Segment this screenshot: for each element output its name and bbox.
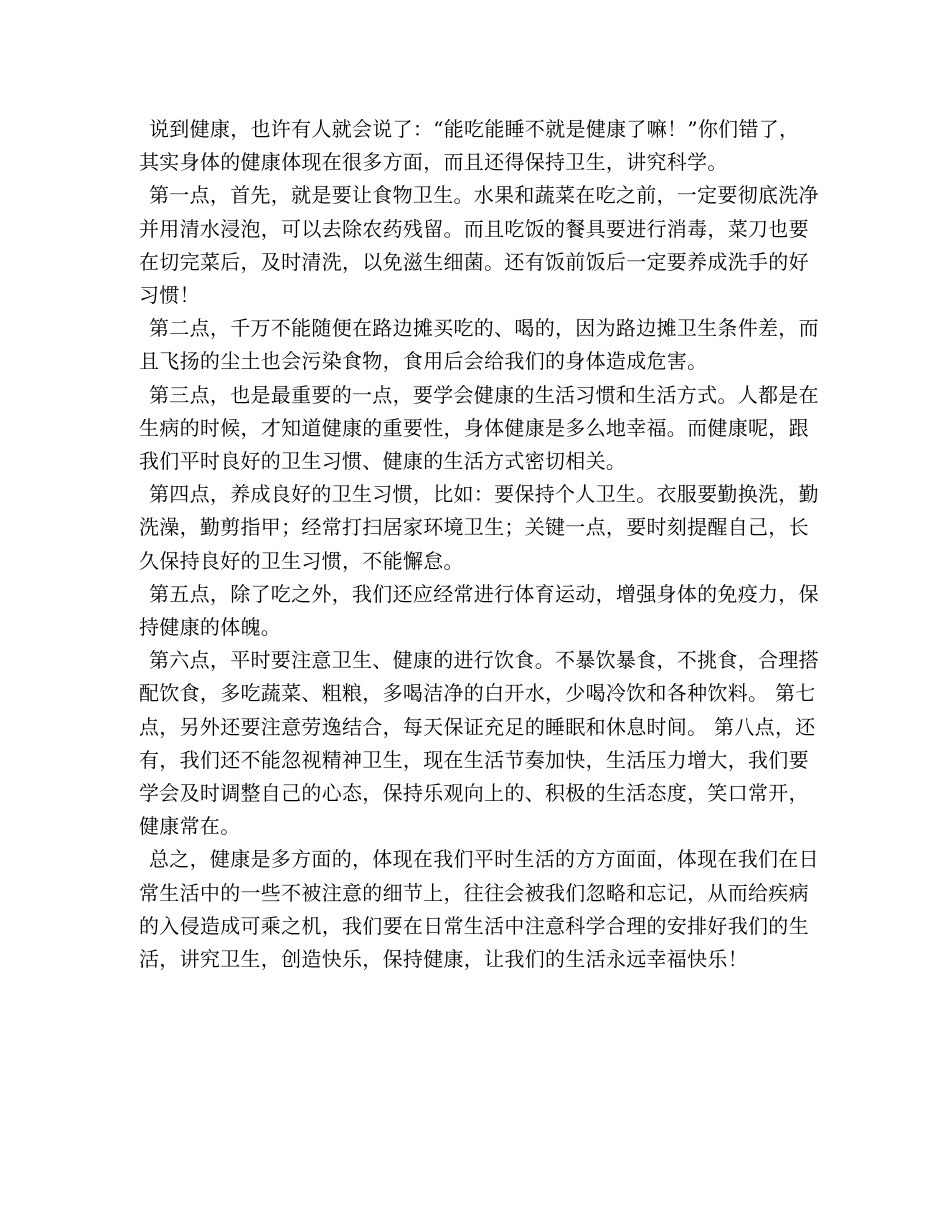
paragraph-point-3: 第三点，也是最重要的一点，要学会健康的生活习惯和生活方式。人都是在生病的时候，才知道健康的重要性，身体健康是多么地幸福。而健康呢，跟我们平时良好的卫生习惯、健康的生活方式密切相关。 (139, 382, 819, 474)
paragraph-point-5: 第五点，除了吃之外，我们还应经常进行体育运动，增强身体的免疫力，保持健康的体魄。 (139, 581, 819, 640)
paragraph-point-4: 第四点，养成良好的卫生习惯，比如：要保持个人卫生。衣服要勤换洗，勤洗澡，勤剪指甲；经常打扫居家环境卫生；关键一点，要时刻提醒自己，长久保持良好的卫生习惯，不能懈怠。 (139, 482, 819, 573)
paragraph-points-6-8: 第六点，平时要注意卫生、健康的进行饮食。不暴饮暴食，不挑食，合理搭配饮食，多吃蔬菜、粗粮，多喝洁净的白开水，少喝冷饮和各种饮料。 第七点，另外还要注意劳逸结合，每天保证充足的睡眠和休息时间。 第八点，还有，我们还不能忽视精神卫生，现在生活节奏加快，生活压力增大，我们要学会及时调整自己的心态，保持乐观向上的、积极的生活态度，笑口常开，健康常在。 (139, 648, 819, 839)
paragraph-point-2: 第二点，千万不能随便在路边摊买吃的、喝的，因为路边摊卫生条件差，而且飞扬的尘土也会污染食物，食用后会给我们的身体造成危害。 (139, 316, 819, 374)
paragraph-point-1: 第一点，首先，就是要让食物卫生。水果和蔬菜在吃之前，一定要彻底洗净并用清水浸泡，可以去除农药残留。而且吃饭的餐具要进行消毒，菜刀也要在切完菜后，及时清洗，以免滋生细菌。还有饭前饭后一定要养成洗手的好习惯！ (139, 183, 819, 308)
document-body (139, 113, 819, 976)
paragraph-intro: 说到健康，也许有人就会说了：“能吃能睡不就是健康了嘛！”你们错了，其实身体的健康体现在很多方面，而且还得保持卫生，讲究科学。 (139, 117, 800, 175)
paragraph-conclusion: 总之，健康是多方面的，体现在我们平时生活的方方面面，体现在我们在日常生活中的一些不被注意的细节上，往往会被我们忽略和忘记，从而给疾病的入侵造成可乘之机，我们要在日常生活中注意科学合理的安排好我们的生活，讲究卫生，创造快乐，保持健康，让我们的生活永远幸福快乐！ (139, 847, 819, 972)
